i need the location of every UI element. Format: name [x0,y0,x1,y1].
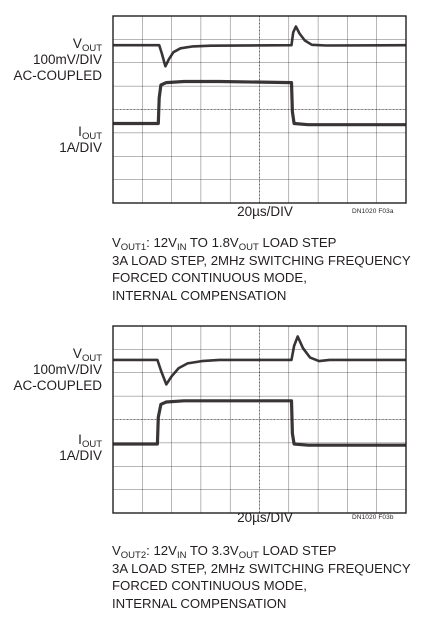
scope-panel-b [0,310,435,619]
figure-tag-b: DN1020 F03b [352,514,394,521]
vout-label-b: $V_{OUT}$ 100mV/DIV AC-COUPLED [13,346,102,393]
caption-a-line1: $V_{OUT1}$: $12V_{IN}$ TO $1.8V_{OUT}$ LOAD STEP [112,235,337,253]
caption-b [112,542,411,612]
caption-a [112,234,411,304]
timebase-label-a: 20µs/DIV [237,204,293,219]
oscilloscope-plot-a [0,0,435,210]
oscilloscope-plot-b [0,310,435,520]
caption-b-line4: INTERNAL COMPENSATION [112,595,287,611]
caption-a-line4: INTERNAL COMPENSATION [112,287,287,303]
caption-a-line3: FORCED CONTINUOUS MODE, [112,270,307,285]
caption-a-line2: 3A LOAD STEP, 2MHz SWITCHING FREQUENCY [112,252,411,268]
caption-b-line3: FORCED CONTINUOUS MODE, [112,578,307,593]
iout-label-a: $I_{OUT}$ 1A/DIV [59,124,102,155]
timebase-label-b: 20µs/DIV [237,510,293,525]
vout-label-a: $V_{OUT}$ 100mV/DIV AC-COUPLED [13,36,102,83]
iout-label-b: $I_{OUT}$ 1A/DIV [59,432,102,463]
caption-b-line1: $V_{OUT2}$: $12V_{IN}$ TO $3.3V_{OUT}$ LOAD STEP [112,543,337,561]
figure-tag-a: DN1020 F03a [352,208,394,215]
caption-b-line2: 3A LOAD STEP, 2MHz SWITCHING FREQUENCY [112,560,411,576]
